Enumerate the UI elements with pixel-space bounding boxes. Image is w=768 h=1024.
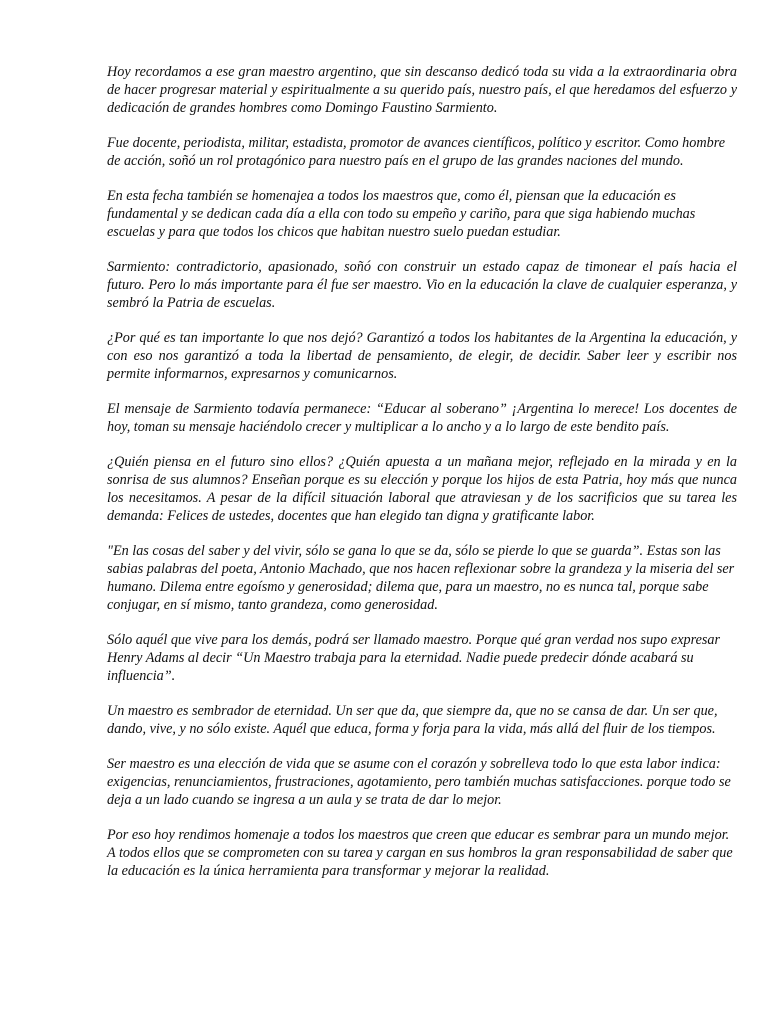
paragraph-4: Sarmiento: contradictorio, apasionado, soñó con construir un estado capaz de timonear el país hacia el futuro. Pero lo más importante para él fue ser maestro. Vio en la educación la clave de cualquier esperanza, y sembró la Patria de escuelas. bbox=[107, 259, 737, 311]
paragraph-6: El mensaje de Sarmiento todavía permanece: “Educar al soberano” ¡Argentina lo merece! Los docentes de hoy, toman su mensaje haciéndolo crecer y multiplicar a lo ancho y a lo largo de este bendito país. bbox=[107, 401, 737, 435]
paragraph-7: ¿Quién piensa en el futuro sino ellos? ¿Quién apuesta a un mañana mejor, reflejado en la mirada y en la sonrisa de sus alumnos? Enseñan porque es su elección y porque los hijos de esta Patria, hoy más que nunca los necesitamos. A pesar de la difícil situación laboral que atraviesan y de los sacrificios que su tarea les demanda: Felices de ustedes, docentes que han elegido tan digna y gratificante labor. bbox=[107, 454, 737, 524]
paragraph-12: Por eso hoy rendimos homenaje a todos los maestros que creen que educar es sembrar para un mundo mejor. A todos ellos que se comprometen con su tarea y cargan en sus hombros la gran responsabilidad de saber que la educación es la única herramienta para transformar y mejorar la realidad. bbox=[107, 827, 733, 879]
paragraph-9: Sólo aquél que vive para los demás, podrá ser llamado maestro. Porque qué gran verdad nos supo expresar Henry Adams al decir “Un Maestro trabaja para la eternidad. Nadie puede predecir dónde acabará su influencia”. bbox=[107, 632, 721, 684]
paragraph-3: En esta fecha también se homenajea a todos los maestros que, como él, piensan que la educación es fundamental y se dedican cada día a ella con todo su empeño y cariño, para que siga habiendo muchas escuelas y para que todos los chicos que habitan nuestro suelo puedan estudiar. bbox=[107, 188, 696, 240]
paragraph-5: ¿Por qué es tan importante lo que nos dejó? Garantizó a todos los habitantes de la Argentina la educación, y con eso nos garantizó a toda la libertad de pensamiento, de elegir, de decidir. Saber leer y escribir nos permite informarnos, expresarnos y comunicarnos. bbox=[107, 330, 737, 382]
document-page bbox=[107, 63, 737, 897]
paragraph-11: Ser maestro es una elección de vida que se asume con el corazón y sobrelleva todo lo que esta labor indica: exigencias, renunciamientos, frustraciones, agotamiento, pero también muchas satisfacciones. porque todo se deja a un lado cuando se ingresa a un aula y se trata de dar lo mejor. bbox=[107, 756, 731, 808]
paragraph-8: "En las cosas del saber y del vivir, sólo se gana lo que se da, sólo se pierde lo que se guarda”. Estas son las sabias palabras del poeta, Antonio Machado, que nos hacen reflexionar sobre la grandeza y la miseria del ser humano. Dilema entre egoísmo y generosidad; dilema que, para un maestro, no es nunca tal, porque sabe conjugar, en sí mismo, tanto grandeza, como generosidad. bbox=[107, 543, 735, 613]
paragraph-1: Hoy recordamos a ese gran maestro argentino, que sin descanso dedicó toda su vida a la extraordinaria obra de hacer progresar material y espiritualmente a su querido país, nuestro país, el que heredamos del esfuerzo y dedicación de grandes hombres como Domingo Faustino Sarmiento. bbox=[107, 64, 737, 116]
paragraph-10: Un maestro es sembrador de eternidad. Un ser que da, que siempre da, que no se cansa de dar. Un ser que, dando, vive, y no sólo existe. Aquél que educa, forma y forja para la vida, más allá del fluir de los tiempos. bbox=[107, 703, 718, 737]
paragraph-2: Fue docente, periodista, militar, estadista, promotor de avances científicos, político y escritor. Como hombre de acción, soñó un rol protagónico para nuestro país en el grupo de las grandes naciones del mundo. bbox=[107, 135, 725, 169]
